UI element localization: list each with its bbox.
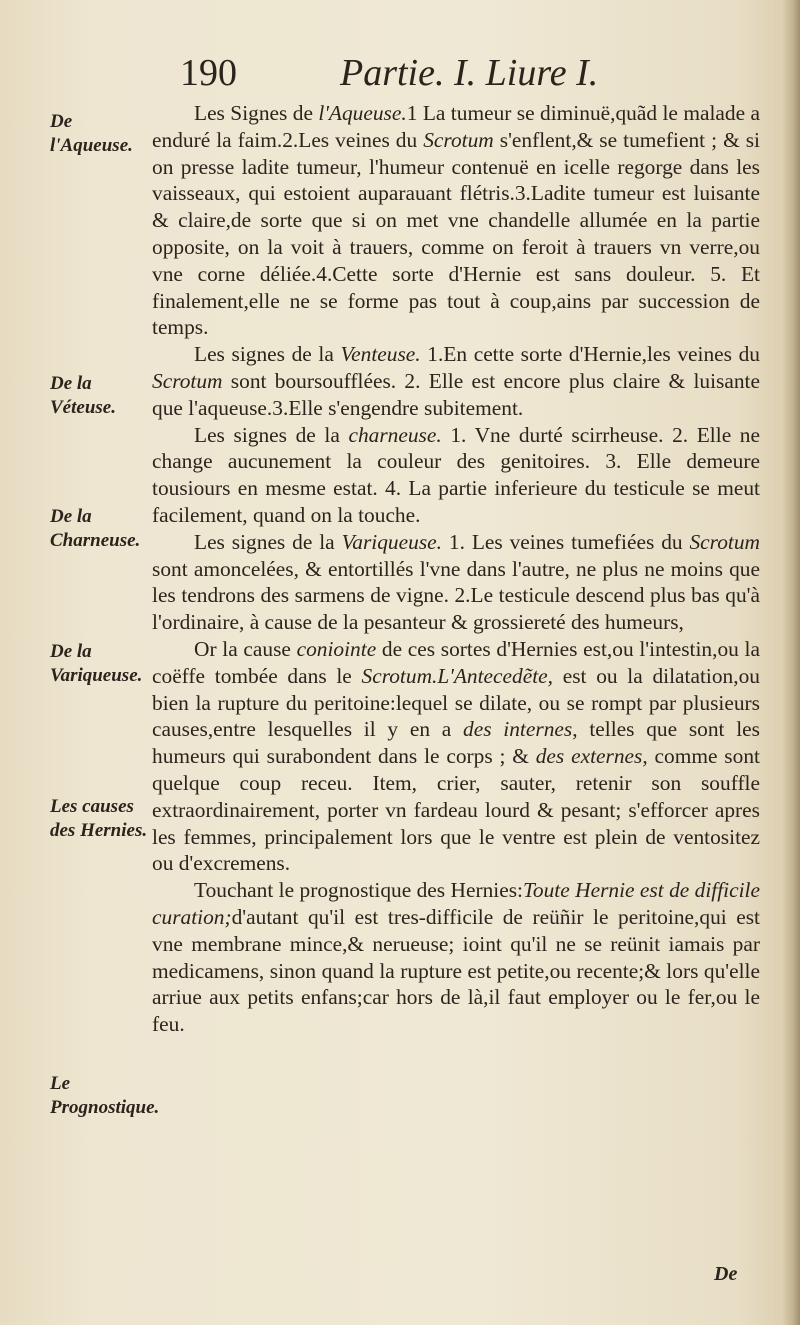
running-header bbox=[180, 50, 640, 96]
paragraph-variqueuse: Les signes de la Variqueuse. 1. Les veines tumefiées du Scrotum sont amoncelées, & entortillés l'vne dans l'autre, ne plus ne moins que les tendrons des sarmens de vigne. 2.Le testicule descend plus bas qu'à l'ordinaire, à cause de la pesanteur & grossiereté des humeurs, bbox=[152, 529, 760, 635]
margin-note-charneuse: De la Charneuse. bbox=[50, 506, 141, 551]
margin-note-prognostique: Le Prognostique. bbox=[50, 1073, 160, 1118]
paragraph-charneuse: Les signes de la charneuse. 1. Vne durté scirrheuse. 2. Elle ne change aucunement la couleur des genitoires. 3. Elle demeure tousiours en mesme estat. 4. La partie inferieure du testicule se meut facilement, quand on la touche. bbox=[152, 422, 760, 527]
catchword: De bbox=[714, 1263, 738, 1285]
paragraph-venteuse: Les signes de la Venteuse. 1.En cette sorte d'Hernie,les veines du Scrotum sont boursoufflées. 2. Elle est encore plus claire & luisante que l'aqueuse.3.Elle s'engendre subitement. bbox=[152, 342, 761, 420]
page-number: 190 bbox=[180, 52, 237, 94]
page-edge-shadow bbox=[782, 0, 800, 1325]
margin-note-aqueuse: De l'Aqueuse. bbox=[50, 111, 133, 156]
margin-note-venteuse: De la Véteuse. bbox=[50, 373, 116, 418]
paragraph-prognostique: Touchant le prognostique des Hernies:Toute Hernie est de difficile curation;d'autant qu'il est tres-difficile de reüñir le peritoine,qui est vne membrane mince,& nerueuse; ioint qu'il ne se reünit iamais par medicamens, sinon quand la rupture est petite,ou recente;& lors qu'elle arriue aux petits enfans;car hors de là,il faut employer ou le fer,ou le feu. bbox=[152, 878, 760, 1037]
margin-note-variqueuse: De la Variqueuse. bbox=[50, 641, 143, 686]
main-text bbox=[152, 100, 760, 1038]
paragraph-aqueuse: Les Signes de l'Aqueuse.1 La tumeur se diminuë,quãd le malade a enduré la faim.2.Les veines du Scrotum s'enflent,& se tumefient ; & si on presse ladite tumeur, l'humeur contenuë en icelle regorge dans les vaisseaux, qui estoient auparauant flétris.3.Ladite tumeur est luisante & claire,de sorte que si on met vne chandelle allumée en la partie opposite, on la voit à trauers, comme on feroit à trauers vn verre,ou vne corne déliée.4.Cette sorte d'Hernie est sans douleur. 5. Et finalement,elle ne se forme pas tout à coup,ains par succession de temps. bbox=[152, 101, 760, 340]
margin-note-causes: Les causes des Hernies. bbox=[50, 796, 148, 841]
paragraph-causes: Or la cause coniointe de ces sortes d'Hernies est,ou l'intestin,ou la coëffe tombée dans le Scrotum.L'Antecedẽte, est ou la dilatation,ou bien la rupture du peritoine:lequel se dilate, ou se rompt par plusieurs causes,entre lesquelles il y en a des internes, telles que sont les humeurs qui surabondent dans le corps ; & des externes, comme sont quelque coup receu. Item, crier, sauter, retenir son souffle extraordinairement, porter vn fardeau lourd & pesant; s'efforcer apres les femmes, principalement lors que le ventre est plein de ventositez ou d'excremens. bbox=[152, 636, 760, 876]
running-title: Partie. I. Liure I. bbox=[340, 52, 599, 94]
